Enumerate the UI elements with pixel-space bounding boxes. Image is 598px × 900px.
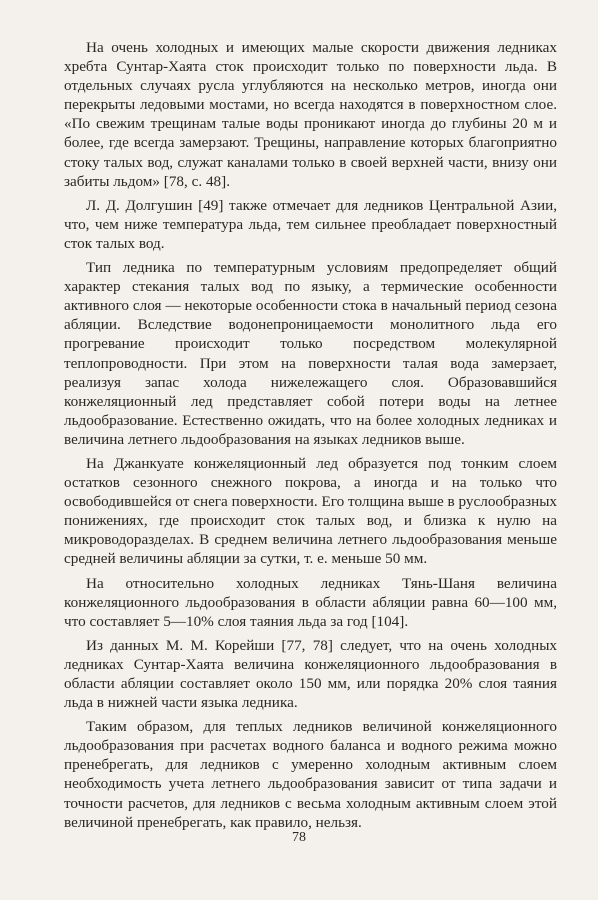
- paragraph-5: На относительно холодных ледниках Тянь-Шаня величина конжеляционного льдообразования в области абляции равна 60—100 мм, что составляет 5—10% слоя таяния льда за год [104].: [64, 574, 557, 630]
- paragraph-2: Л. Д. Долгушин [49] также отмечает для ледников Центральной Азии, что, чем ниже температура льда, тем сильнее преобладает поверхностный сток талых вод.: [64, 196, 557, 252]
- paragraph-4: На Джанкуате конжеляционный лед образуется под тонким слоем остатков сезонного снежного покрова, а иногда и на только что освободившейся от снега поверхности. Его толщина выше в руслообразных понижениях, где происходит сток талых вод, и близка к нулю на микроводоразделах. В среднем величина летнего льдообразования меньше средней величины абляции за сутки, т. е. меньше 50 мм.: [64, 454, 557, 568]
- paragraph-1: На очень холодных и имеющих малые скорости движения ледниках хребта Сунтар-Хаята сток происходит только по поверхности льда. В отдельных случаях русла углубляются на несколько метров, иногда они перекрыты ледовыми мостами, но всегда находятся в поверхностном слое. «По свежим трещинам талые воды проникают иногда до глубины 20 м и более, где всегда замерзают. Трещины, направление которых благоприятно стоку талых вод, служат каналами только в своей верхней части, внизу они забиты льдом» [78, с. 48].: [64, 39, 557, 190]
- paragraph-6: Из данных М. М. Корейши [77, 78] следует, что на очень холодных ледниках Сунтар-Хаята величина конжеляционного льдообразования в области абляции составляет около 150 мм, или порядка 20% слоя таяния льда в нижней части языка ледника.: [64, 636, 557, 712]
- body-text: [64, 38, 557, 837]
- paragraph-3: Тип ледника по температурным условиям предопределяет общий характер стекания талых вод по языку, а термические особенности активного слоя — некоторые особенности стока в начальный период сезона абляции. Вследствие водонепроницаемости монолитного льда его прогревание происходит только посредством молекулярной теплопроводности. При этом на поверхности талая вода замерзает, реализуя запас холода нижележащего слоя. Образовавшийся конжеляционный лед представляет собой потери воды на летнее льдообразование. Естественно ожидать, что на более холодных ледниках и величина летнего льдообразования на языках ледников выше.: [64, 259, 557, 448]
- page-number: 78: [292, 830, 306, 845]
- paragraph-7: Таким образом, для теплых ледников величиной конжеляционного льдообразования при расчетах водного баланса и водного режима можно пренебрегать, для ледников с умеренно холодным активным слоем необходимость учета летнего льдообразования зависит от типа задачи и точности расчетов, для ледников с весьма холодным активным слоем этой величиной пренебрегать, как правило, нельзя.: [64, 718, 557, 831]
